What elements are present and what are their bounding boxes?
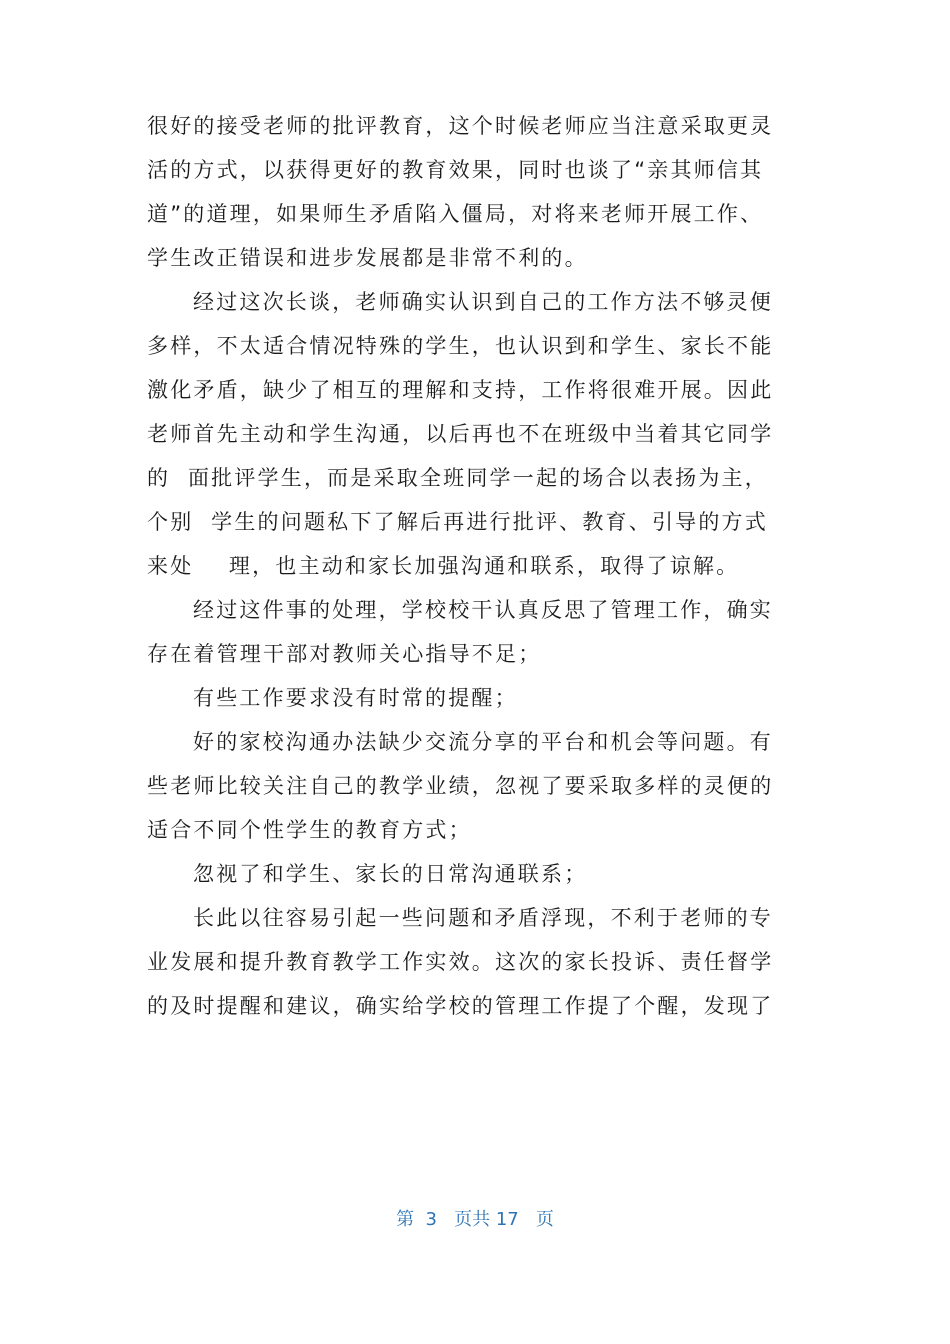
text-line: 很好的接受老师的批评教育，这个时候老师应当注意采取更灵 (147, 114, 774, 138)
text-line: 老师首先主动和学生沟通，以后再也不在班级中当着其它同学 (147, 422, 774, 446)
text-line: 的 面批评学生，而是采取全班同学一起的场合以表扬为主， (147, 466, 768, 490)
text-line: 有些工作要求没有时常的提醒； (193, 686, 518, 710)
text-line: 个别 学生的问题私下了解后再进行批评、教育、引导的方式 (147, 510, 768, 534)
page-number-footer: 第 3 页共 17 页 (396, 1209, 554, 1230)
text-line: 活的方式，以获得更好的教育效果，同时也谈了“亲其师信其 (147, 158, 764, 182)
text-line: 来处 理，也主动和家长加强沟通和联系，取得了谅解。 (147, 554, 740, 578)
text-line: 激化矛盾，缺少了相互的理解和支持，工作将很难开展。因此 (147, 378, 774, 402)
text-line: 适合不同个性学生的教育方式； (147, 818, 472, 842)
text-line: 的及时提醒和建议，确实给学校的管理工作提了个醒，发现了 (147, 994, 774, 1018)
document-body (147, 104, 797, 1028)
text-line: 道”的道理，如果师生矛盾陷入僵局，对将来老师开展工作、 (147, 202, 764, 226)
text-line: 好的家校沟通办法缺少交流分享的平台和机会等问题。有 (193, 730, 773, 754)
text-line: 存在着管理干部对教师关心指导不足； (147, 642, 542, 666)
text-line: 忽视了和学生、家长的日常沟通联系； (193, 862, 588, 886)
text-line: 经过这件事的处理，学校校干认真反思了管理工作，确实 (193, 598, 773, 622)
text-line: 些老师比较关注自己的教学业绩，忽视了要采取多样的灵便的 (147, 774, 774, 798)
text-line: 多样，不太适合情况特殊的学生，也认识到和学生、家长不能 (147, 334, 774, 358)
text-line: 经过这次长谈，老师确实认识到自己的工作方法不够灵便 (193, 290, 773, 314)
text-line: 业发展和提升教育教学工作实效。这次的家长投诉、责任督学 (147, 950, 774, 974)
text-line: 学生改正错误和进步发展都是非常不利的。 (147, 246, 588, 270)
text-line: 长此以往容易引起一些问题和矛盾浮现，不利于老师的专 (193, 906, 773, 930)
